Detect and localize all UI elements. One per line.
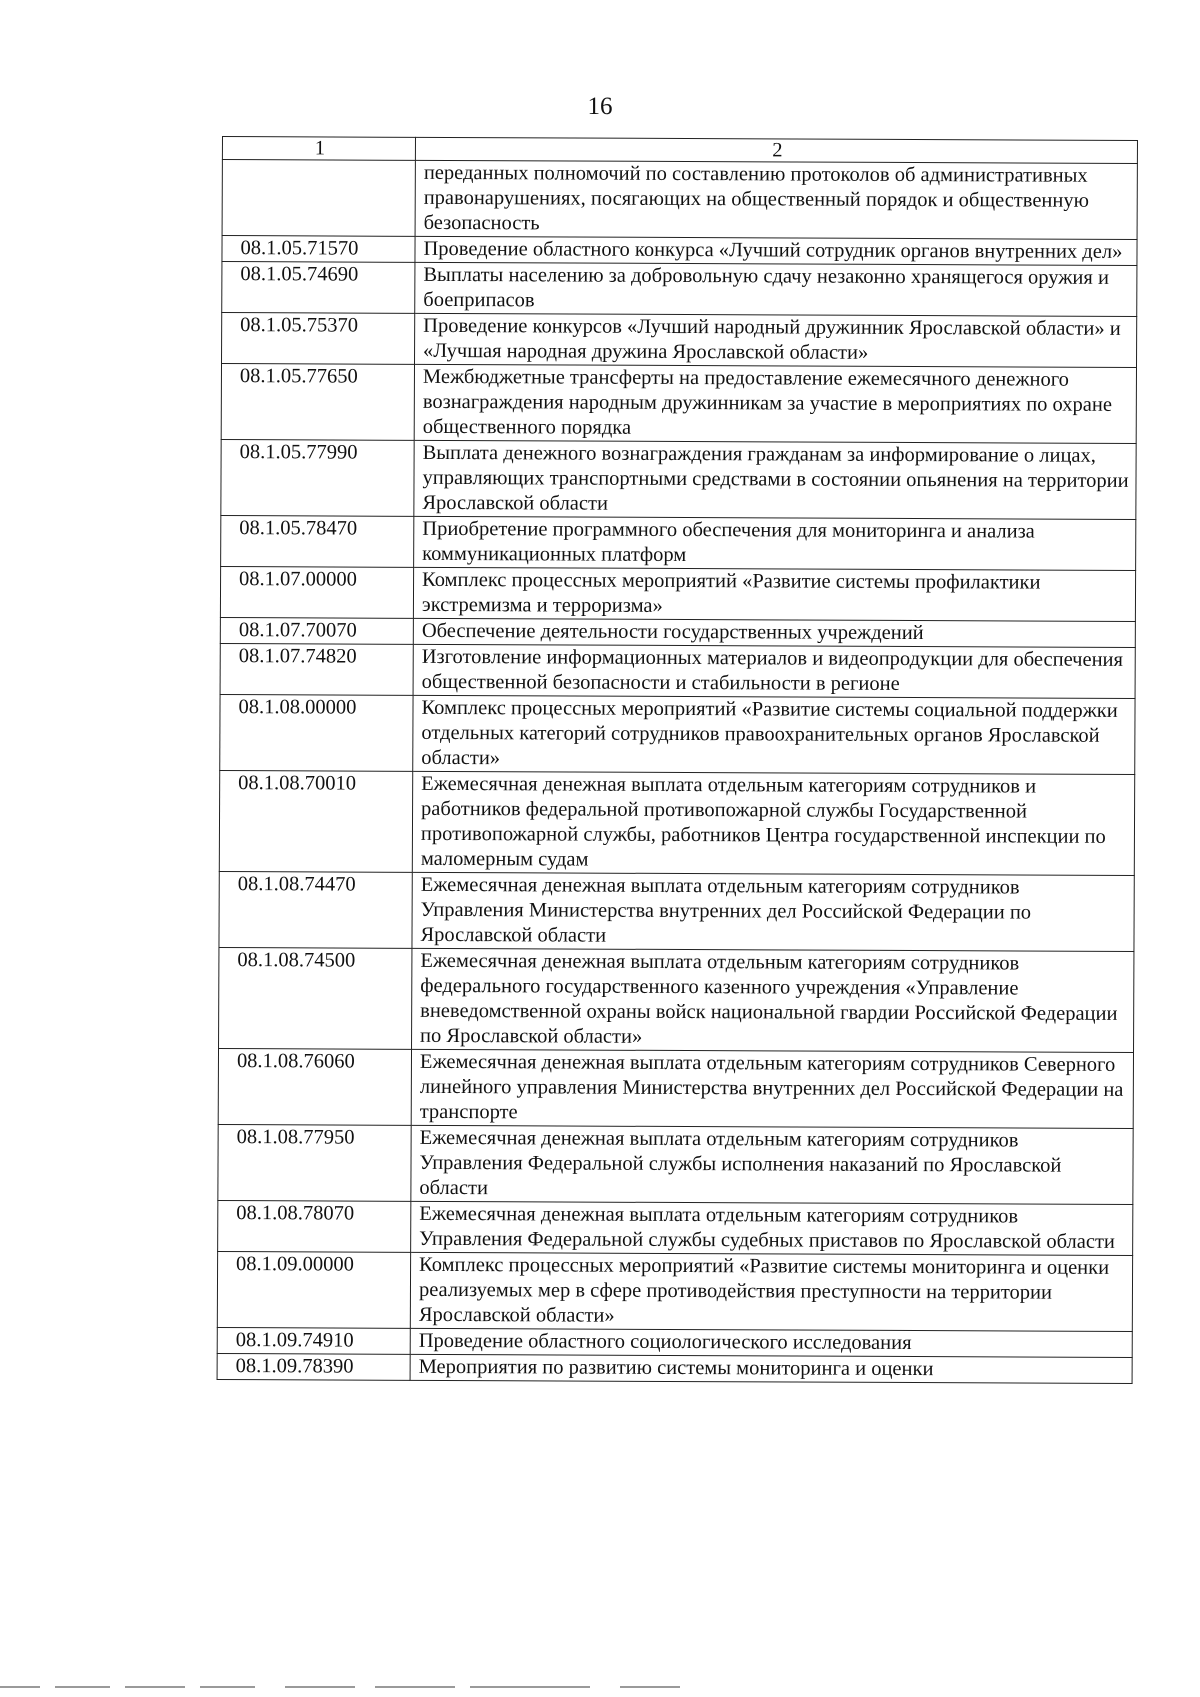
row-description: Проведение областного конкурса «Лучший сотрудник органов внутренних дел» [415, 236, 1137, 265]
row-description: Комплекс процессных мероприятий «Развитие системы социальной поддержки отдельных категорий сотрудников правоохранительных органов Ярославской области» [413, 695, 1135, 774]
table-row [219, 770, 1134, 875]
row-code: 08.1.07.00000 [220, 566, 413, 618]
table-row [218, 1124, 1133, 1204]
row-description: Ежемесячная денежная выплата отдельным категориям сотрудников Управления Министерства внутренних дел Российской Федерации по Ярославской области [412, 872, 1134, 951]
row-code: 08.1.05.77990 [221, 439, 414, 516]
row-code: 08.1.08.74470 [219, 871, 412, 948]
row-description: Ежемесячная денежная выплата отдельным категориям сотрудников Северного линейного управления Министерства внутренних дел Российской Федерации на транспорте [411, 1049, 1133, 1128]
table-row [220, 566, 1135, 621]
row-description: Комплекс процессных мероприятий «Развитие системы профилактики экстремизма и терроризма» [413, 567, 1135, 621]
table-row [222, 313, 1137, 368]
row-code: 08.1.08.76060 [218, 1048, 411, 1125]
row-description: Выплаты населению за добровольную сдачу незаконно хранящегося оружия и боеприпасов [415, 262, 1137, 316]
row-code [222, 160, 415, 237]
row-code: 08.1.08.74500 [219, 947, 412, 1049]
table-row [222, 262, 1137, 317]
row-description: Ежемесячная денежная выплата отдельным категориям сотрудников Управления Федеральной службы исполнения наказаний по Ярославской области [411, 1125, 1133, 1204]
row-code: 08.1.08.70010 [219, 770, 412, 872]
table-row [221, 515, 1136, 570]
table-row [221, 439, 1136, 519]
row-code: 08.1.05.75370 [222, 313, 415, 365]
row-code: 08.1.08.77950 [218, 1124, 411, 1201]
row-code: 08.1.05.71570 [222, 236, 415, 263]
table-row [220, 694, 1135, 774]
row-description: Обеспечение деятельности государственных учреждений [413, 618, 1135, 647]
row-code: 08.1.08.00000 [220, 694, 413, 771]
row-description: Ежемесячная денежная выплата отдельным категориям сотрудников Управления Федеральной службы судебных приставов по Ярославской области [411, 1201, 1133, 1255]
column-header-2: 2 [415, 137, 1137, 163]
row-code: 08.1.05.77650 [221, 364, 414, 441]
scan-edge-marks [0, 1686, 1200, 1690]
column-header-1: 1 [222, 137, 415, 161]
table-row [217, 1327, 1132, 1357]
budget-codes-table [217, 136, 1138, 1384]
row-description: Межбюджетные трансферты на предоставление ежемесячного денежного вознаграждения народным дружинникам за участие в мероприятиях по охране общественного порядка [414, 364, 1136, 443]
row-code: 08.1.08.78070 [218, 1200, 411, 1252]
row-description: Приобретение программного обеспечения для мониторинга и анализа коммуникационных платформ [414, 516, 1136, 570]
table-row [219, 871, 1134, 951]
row-description: Проведение областного социологического исследования [410, 1328, 1132, 1357]
row-description: Комплекс процессных мероприятий «Развитие системы мониторинга и оценки реализуемых мер в сфере противодействия преступности на территории Ярославской области» [410, 1252, 1132, 1331]
row-description: Ежемесячная денежная выплата отдельным категориям сотрудников федерального государственного казенного учреждения «Управление вневедомственной охраны войск национальной гвардии Российской Федерации по Ярославской области» [412, 948, 1134, 1052]
row-code: 08.1.05.74690 [222, 262, 415, 314]
table-row [221, 364, 1136, 444]
row-code: 08.1.07.70070 [220, 617, 413, 644]
table-row [218, 1048, 1133, 1128]
row-description: Проведение конкурсов «Лучший народный дружинник Ярославской области» и «Лучшая народная дружина Ярославской области» [415, 313, 1137, 367]
table-row [217, 1353, 1132, 1383]
row-description: Мероприятия по развитию системы мониторинга и оценки [410, 1354, 1132, 1383]
table-row [218, 1200, 1133, 1255]
row-code: 08.1.05.78470 [221, 515, 414, 567]
table-row [220, 617, 1135, 647]
row-description: Выплата денежного вознаграждения гражданам за информирование о лицах, управляющих транспортными средствами в состоянии опьянения на территории Ярославской области [414, 440, 1136, 519]
page-number: 16 [587, 93, 613, 120]
table-row [219, 947, 1134, 1052]
table-row [217, 1251, 1132, 1331]
row-code: 08.1.09.00000 [217, 1251, 410, 1328]
row-code: 08.1.07.74820 [220, 643, 413, 695]
row-code: 08.1.09.78390 [217, 1353, 410, 1380]
table-row [220, 643, 1135, 698]
table-row [222, 236, 1137, 266]
row-description: Изготовление информационных материалов и видеопродукции для обеспечения общественной безопасности и стабильности в регионе [413, 644, 1135, 698]
table-row [222, 160, 1137, 240]
row-code: 08.1.09.74910 [217, 1327, 410, 1354]
row-description: переданных полномочий по составлению протоколов об административных правонарушениях, посягающих на общественный порядок и общественную безопасность [415, 160, 1137, 239]
row-description: Ежемесячная денежная выплата отдельным категориям сотрудников и работников федеральной противопожарной службы Государственной противопожарной службы, работников Центра государственной инспекции по маломерным судам [412, 771, 1134, 875]
